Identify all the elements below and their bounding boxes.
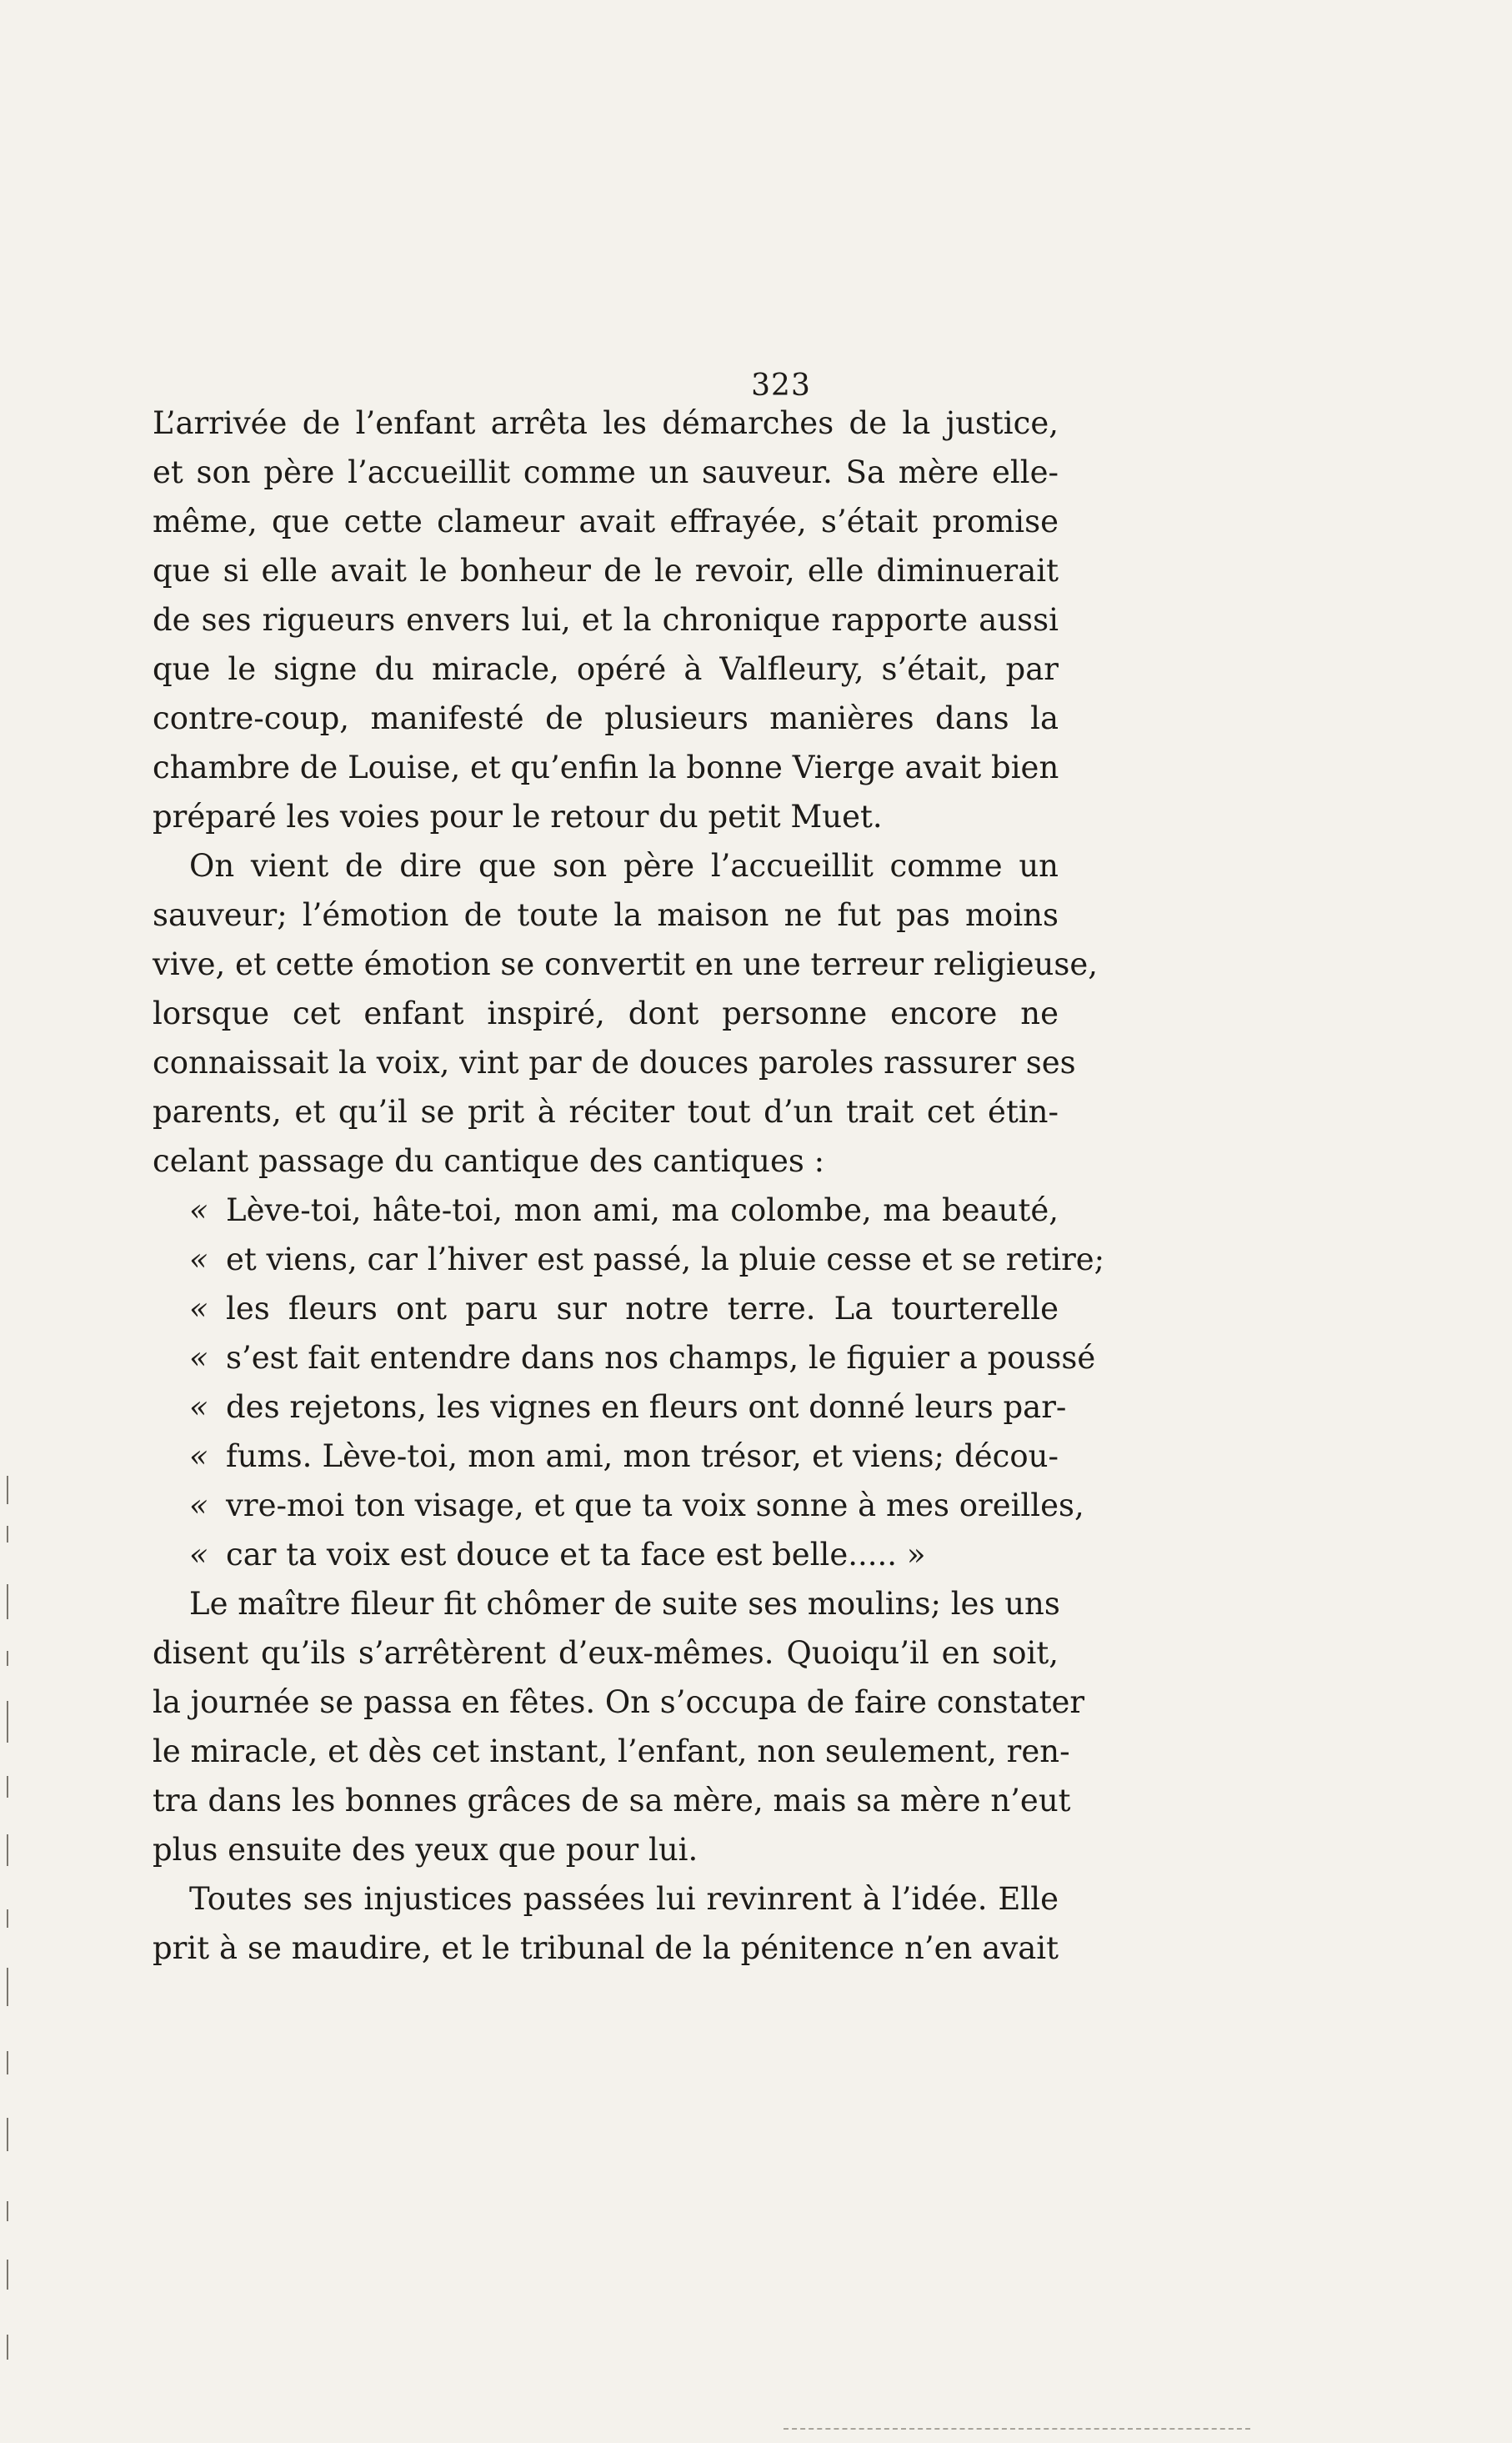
text-line: de ses rigueurs envers lui, et la chronique rapporte aussi xyxy=(153,602,1059,638)
quote-line xyxy=(189,1530,1059,1579)
quote-mark: « xyxy=(189,1537,208,1573)
quote-line xyxy=(189,1333,1096,1382)
text-line: lorsque cet enfant inspiré, dont personne encore ne xyxy=(153,996,1059,1031)
text-line: On vient de dire que son père l’accueillit comme un xyxy=(189,848,1059,884)
text-line: Le maître fileur fit chômer de suite ses moulins; les uns xyxy=(189,1586,1060,1622)
quote-mark: « xyxy=(189,1389,208,1425)
quote-mark: « xyxy=(189,1242,208,1277)
text-line: contre-coup, manifesté de plusieurs manières dans la xyxy=(153,700,1059,736)
text-line: tra dans les bonnes grâces de sa mère, mais sa mère n’eut xyxy=(153,1783,1071,1818)
text-line: et son père l’accueillit comme un sauveur. Sa mère elle- xyxy=(153,454,1059,490)
text-line: connaissait la voix, vint par de douces paroles rassurer ses xyxy=(153,1045,1076,1081)
quote-line xyxy=(189,1284,1059,1333)
text-line: Toutes ses injustices passées lui revinrent à l’idée. Elle xyxy=(189,1881,1059,1917)
text-line: vive, et cette émotion se convertit en une terreur religieuse, xyxy=(153,946,1098,982)
body-text xyxy=(153,399,1105,1973)
canticle-quote xyxy=(153,1186,1105,1579)
text-line: la journée se passa en fêtes. On s’occupa de faire constater xyxy=(153,1684,1085,1720)
paragraph-4 xyxy=(153,1874,1059,1973)
paragraph-1 xyxy=(153,399,1059,841)
quote-mark: « xyxy=(189,1487,208,1523)
page-number: 323 xyxy=(751,369,811,403)
text-line: même, que cette clameur avait effrayée, s’était promise xyxy=(153,504,1059,539)
quote-mark: « xyxy=(189,1192,208,1228)
quote-line xyxy=(189,1481,1084,1530)
text-line: parents, et qu’il se prit à réciter tout d’un trait cet étin- xyxy=(153,1094,1059,1130)
text-line: prit à se maudire, et le tribunal de la pénitence n’en avait xyxy=(153,1930,1059,1966)
text-line: que le signe du miracle, opéré à Valfleury, s’était, par xyxy=(153,651,1059,687)
quote-line xyxy=(189,1382,1067,1432)
quote-line xyxy=(189,1235,1105,1284)
paragraph-3 xyxy=(153,1579,1085,1874)
text-line: sauveur; l’émotion de toute la maison ne fut pas moins xyxy=(153,897,1059,933)
quote-text: des rejetons, les vignes en fleurs ont donné leurs par- xyxy=(226,1389,1067,1425)
binding-edge-marks xyxy=(7,1476,12,2393)
quote-text: et viens, car l’hiver est passé, la pluie cesse et se retire; xyxy=(226,1242,1105,1277)
quote-text: car ta voix est douce et ta face est belle..... » xyxy=(226,1537,926,1573)
quote-line xyxy=(189,1432,1059,1481)
quote-text: les fleurs ont paru sur notre terre. La tourterelle xyxy=(226,1291,1059,1327)
quote-mark: « xyxy=(189,1340,208,1376)
text-line: chambre de Louise, et qu’enfin la bonne Vierge avait bien xyxy=(153,750,1059,785)
paragraph-2 xyxy=(153,841,1098,1186)
text-line: plus ensuite des yeux que pour lui. xyxy=(153,1832,698,1868)
quote-line xyxy=(189,1186,1059,1235)
quote-mark: « xyxy=(189,1291,208,1327)
text-line: préparé les voies pour le retour du petit Muet. xyxy=(153,799,883,835)
text-line: celant passage du cantique des cantiques : xyxy=(153,1143,825,1179)
scan-edge-marks xyxy=(784,2428,1250,2433)
quote-text: fums. Lève-toi, mon ami, mon trésor, et viens; décou- xyxy=(226,1438,1059,1474)
quote-text: vre-moi ton visage, et que ta voix sonne à mes oreilles, xyxy=(226,1487,1084,1523)
quote-text: Lève-toi, hâte-toi, mon ami, ma colombe, ma beauté, xyxy=(226,1192,1059,1228)
text-line: disent qu’ils s’arrêtèrent d’eux-mêmes. Quoiqu’il en soit, xyxy=(153,1635,1059,1671)
text-line: L’arrivée de l’enfant arrêta les démarches de la justice, xyxy=(153,405,1059,441)
quote-text: s’est fait entendre dans nos champs, le figuier a poussé xyxy=(226,1340,1096,1376)
quote-mark: « xyxy=(189,1438,208,1474)
text-line: le miracle, et dès cet instant, l’enfant, non seulement, ren- xyxy=(153,1733,1070,1769)
text-line: que si elle avait le bonheur de le revoir, elle diminuerait xyxy=(153,553,1059,589)
